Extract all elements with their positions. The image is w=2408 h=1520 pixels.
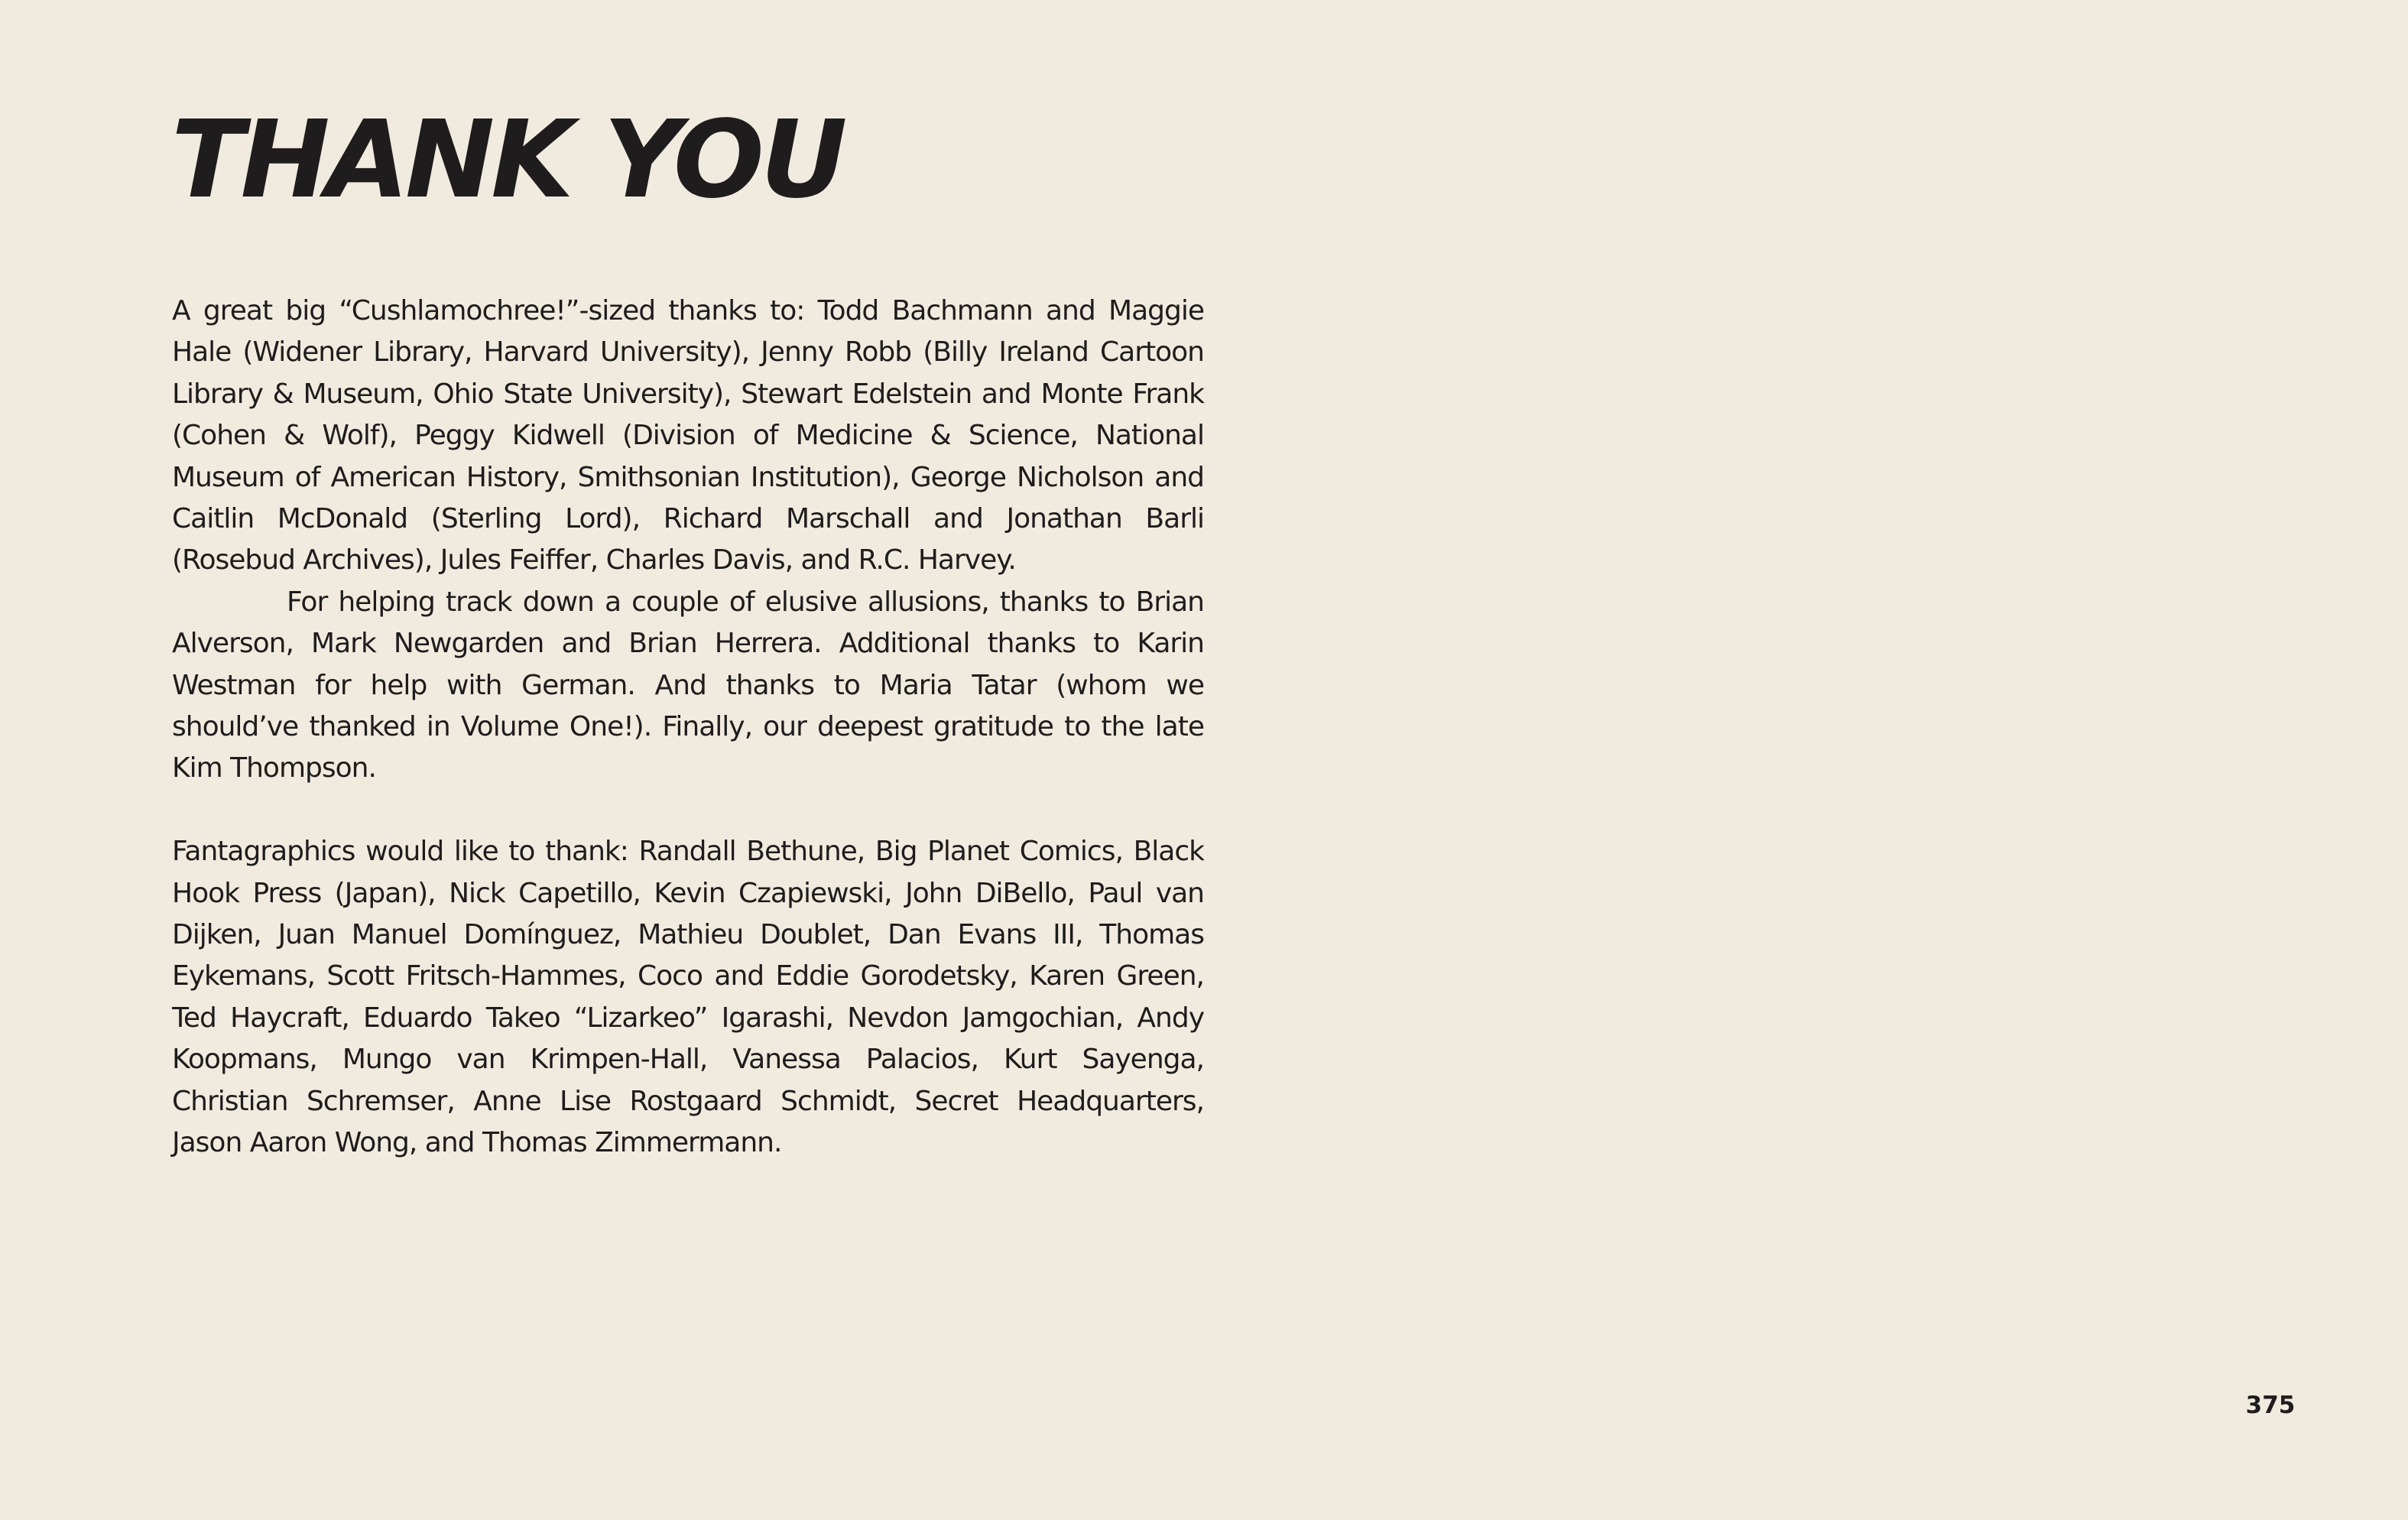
paragraph-spacer bbox=[172, 790, 1204, 831]
page-number: 375 bbox=[2245, 1392, 2296, 1419]
page-title: THANK YOU bbox=[171, 98, 844, 222]
acknowledgements-body bbox=[172, 291, 1204, 1164]
fantagraphics-thanks-paragraph: Fantagraphics would like to thank: Randall Bethune, Big Planet Comics, Black Hook Press (Japan), Nick Capetillo, Kevin Czapiewski, John DiBello, Paul van Dijken, Juan Manuel Domínguez, Mathieu Doublet, Dan Evans III, Thomas Eykemans, Scott Fritsch-Hammes, Coco and Eddie Gorodetsky, Karen Green, Ted Haycraft, Eduardo Takeo “Lizarkeo” Igarashi, Nevdon Jamgochian, Andy Koopmans, Mungo van Krimpen-Hall, Vanessa Palacios, Kurt Sayenga, Christian Schremser, Anne Lise Rostgaard Schmidt, Secret Headquarters, Jason Aaron Wong, and Thomas Zimmermann. bbox=[172, 836, 1204, 1159]
acknowledgements-paragraph-2: For helping track down a couple of elusive allusions, thanks to Brian Alverson, Mark Newgarden and Brian Herrera. Additional thanks to Karin Westman for help with German. And thanks to Maria Tatar (whom we should’ve thanked in Volume One!). Finally, our deepest gratitude to the late Kim Thompson. bbox=[172, 586, 1204, 784]
acknowledgements-paragraph-1: A great big “Cushlamochree!”-sized thanks to: Todd Bachmann and Maggie Hale (Widener Library, Harvard University), Jenny Robb (Billy Ireland Cartoon Library & Museum, Ohio State University), Stewart Edelstein and Monte Frank (Cohen & Wolf), Peggy Kidwell (Division of Medicine & Science, National Museum of American History, Smithsonian Institution), George Nicholson and Caitlin McDonald (Sterling Lord), Richard Marschall and Jonathan Barli (Rosebud Archives), Jules Feiffer, Charles Davis, and R.C. Harvey. bbox=[172, 295, 1204, 576]
